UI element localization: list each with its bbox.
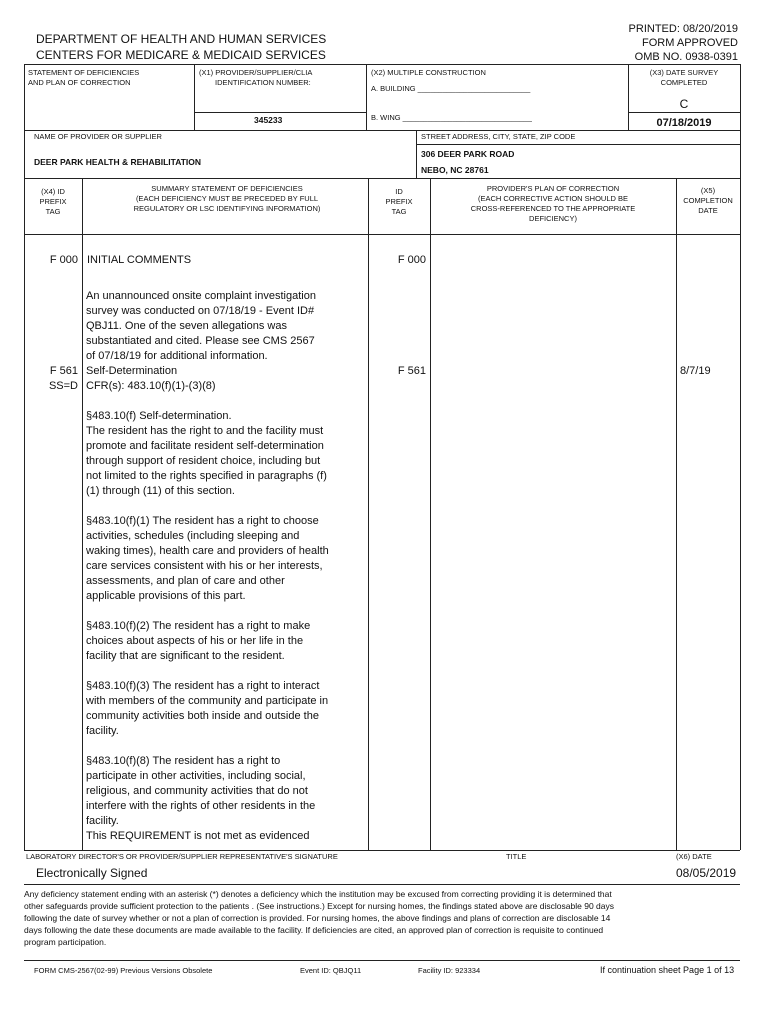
- body-line: substantiated and cited. Please see CMS 2567: [86, 335, 315, 347]
- facility-id: Facility ID: 923334: [418, 966, 481, 975]
- centers-title: CENTERS FOR MEDICARE & MEDICAID SERVICES: [36, 48, 326, 62]
- page-indicator: If continuation sheet Page 1 of 13: [600, 965, 735, 975]
- plan-header: PROVIDER'S PLAN OF CORRECTION (EACH CORRECTIVE ACTION SHOULD BE CROSS-REFERENCED TO THE APPROPRIATE DEFICIENCY): [470, 184, 636, 223]
- body-line: community activities both inside and outside the: [86, 710, 319, 722]
- title-label: TITLE: [506, 852, 527, 861]
- body-line: survey was conducted on 07/18/19 - Event ID#: [86, 305, 315, 317]
- city-state-zip: NEBO, NC 28761: [421, 165, 489, 175]
- x3-label-2: COMPLETED: [660, 78, 708, 87]
- survey-date: 07/18/2019: [656, 117, 712, 129]
- body-line: not limited to the rights specified in paragraphs (f): [86, 470, 327, 482]
- body-line: CFR(s): 483.10(f)(1)-(3)(8): [86, 380, 216, 392]
- provider-name-label: NAME OF PROVIDER OR SUPPLIER: [34, 132, 162, 141]
- frame-right: [740, 64, 741, 850]
- summary-header: SUMMARY STATEMENT OF DEFICIENCIES (EACH DEFICIENCY MUST BE PRECEDED BY FULL REGULATORY OR LSC IDENTIFYING INFORMATION): [133, 184, 321, 213]
- body-line: This REQUIREMENT is not met as evidenced: [86, 830, 310, 842]
- event-id: Event ID: QBJQ11: [300, 966, 362, 975]
- tag-f000: F 000: [49, 254, 78, 266]
- body-line: interfere with the rights of other residents in the: [86, 800, 316, 812]
- body-line: An unannounced onsite complaint investigation: [86, 290, 316, 302]
- street-address: 306 DEER PARK ROAD: [421, 149, 515, 159]
- body-line: through support of resident choice, including but: [86, 455, 321, 467]
- body-line: participate in other activities, including social,: [86, 770, 306, 782]
- frame-top: [24, 64, 740, 65]
- body-line: religious, and community activities that do not: [86, 785, 308, 797]
- id-f000: F 000: [397, 254, 426, 266]
- body-line: applicable provisions of this part.: [86, 590, 246, 602]
- omb-number: OMB NO. 0938-0391: [634, 51, 738, 63]
- body-line: facility.: [86, 815, 119, 827]
- body-line: activities, schedules (including sleeping and: [86, 530, 300, 542]
- deficiency-body: [86, 289, 329, 844]
- body-line: The resident has the right to and the facility must: [86, 425, 324, 437]
- body-line: §483.10(f)(8) The resident has a right to: [86, 755, 281, 767]
- provider-name: DEER PARK HEALTH & REHABILITATION: [34, 157, 202, 167]
- wing-label: B. WING _______________________________: [371, 113, 532, 122]
- body-line: facility.: [86, 725, 119, 737]
- body-line: with members of the community and participate in: [86, 695, 329, 707]
- printed-date: PRINTED: 08/20/2019: [628, 23, 738, 35]
- survey-code: C: [679, 97, 689, 111]
- body-line: care services consistent with his or her interests,: [86, 560, 323, 572]
- form-id: FORM CMS-2567(02-99) Previous Versions Obsolete: [34, 966, 213, 975]
- statement-label-2: AND PLAN OF CORRECTION: [28, 78, 131, 87]
- building-label: A. BUILDING ___________________________: [371, 84, 531, 93]
- body-line: Self-Determination: [86, 365, 178, 377]
- initial-comments-title: INITIAL COMMENTS: [87, 254, 192, 266]
- body-line: promote and facilitate resident self-determination: [86, 440, 324, 452]
- department-title: DEPARTMENT OF HEALTH AND HUMAN SERVICES: [36, 32, 327, 46]
- tag-f561: F 561: [49, 365, 78, 377]
- id-header: ID PREFIX TAG: [385, 187, 413, 216]
- address-label: STREET ADDRESS, CITY, STATE, ZIP CODE: [421, 132, 576, 141]
- body-line: §483.10(f)(3) The resident has a right to interact: [86, 680, 320, 692]
- x2-label: (X2) MULTIPLE CONSTRUCTION: [371, 68, 486, 77]
- body-line: facility that are significant to the resident.: [86, 650, 285, 662]
- body-line: §483.10(f)(1) The resident has a right to choose: [86, 515, 319, 527]
- form-approved: FORM APPROVED: [642, 37, 738, 49]
- disclaimer: Any deficiency statement ending with an asterisk (*) denotes a deficiency which the institution may be excused from correcting providing it is determined that other safeguards provide sufficient protection to the patients . (See instructions.) Except for nursing homes, the findings stated above are disclosable 90 days following the date of survey whether or not a plan of correction is provided. For nursing homes, the above findings and plans of correction are disclosable 14 days following the date these documents are made available to the facility. If deficiencies are cited, an approved plan of correction is requisite to continued program participation.: [24, 889, 614, 947]
- signature-date: 08/05/2019: [676, 866, 737, 880]
- x4-header: (X4) ID PREFIX TAG: [39, 187, 67, 216]
- scope-severity: SS=D: [48, 380, 78, 392]
- provider-number: 345233: [254, 115, 283, 125]
- x3-label-1: (X3) DATE SURVEY: [649, 68, 719, 77]
- body-line: waking times), health care and providers of health: [86, 545, 329, 557]
- id-f561: F 561: [397, 365, 426, 377]
- body-line: (1) through (11) of this section.: [86, 485, 235, 497]
- x6-date-label: (X6) DATE: [676, 852, 712, 861]
- body-line: assessments, and plan of care and other: [86, 575, 285, 587]
- signature-label: LABORATORY DIRECTOR'S OR PROVIDER/SUPPLIER REPRESENTATIVE'S SIGNATURE: [26, 852, 338, 861]
- body-line: §483.10(f) Self-determination.: [86, 410, 232, 422]
- body-line: choices about aspects of his or her life in the: [86, 635, 304, 647]
- x5-header: (X5) COMPLETION DATE: [683, 186, 733, 215]
- signature-value: Electronically Signed: [36, 866, 148, 880]
- completion-date: 8/7/19: [680, 365, 711, 377]
- frame-left: [24, 64, 25, 850]
- statement-label-1: STATEMENT OF DEFICIENCIES: [28, 68, 140, 77]
- body-line: of 07/18/19 for additional information.: [86, 350, 268, 362]
- x1-label-2: IDENTIFICATION NUMBER:: [215, 78, 311, 87]
- body-line: QBJ11. One of the seven allegations was: [86, 320, 287, 332]
- x1-label-1: (X1) PROVIDER/SUPPLIER/CLIA: [199, 68, 313, 77]
- body-line: §483.10(f)(2) The resident has a right to make: [86, 620, 311, 632]
